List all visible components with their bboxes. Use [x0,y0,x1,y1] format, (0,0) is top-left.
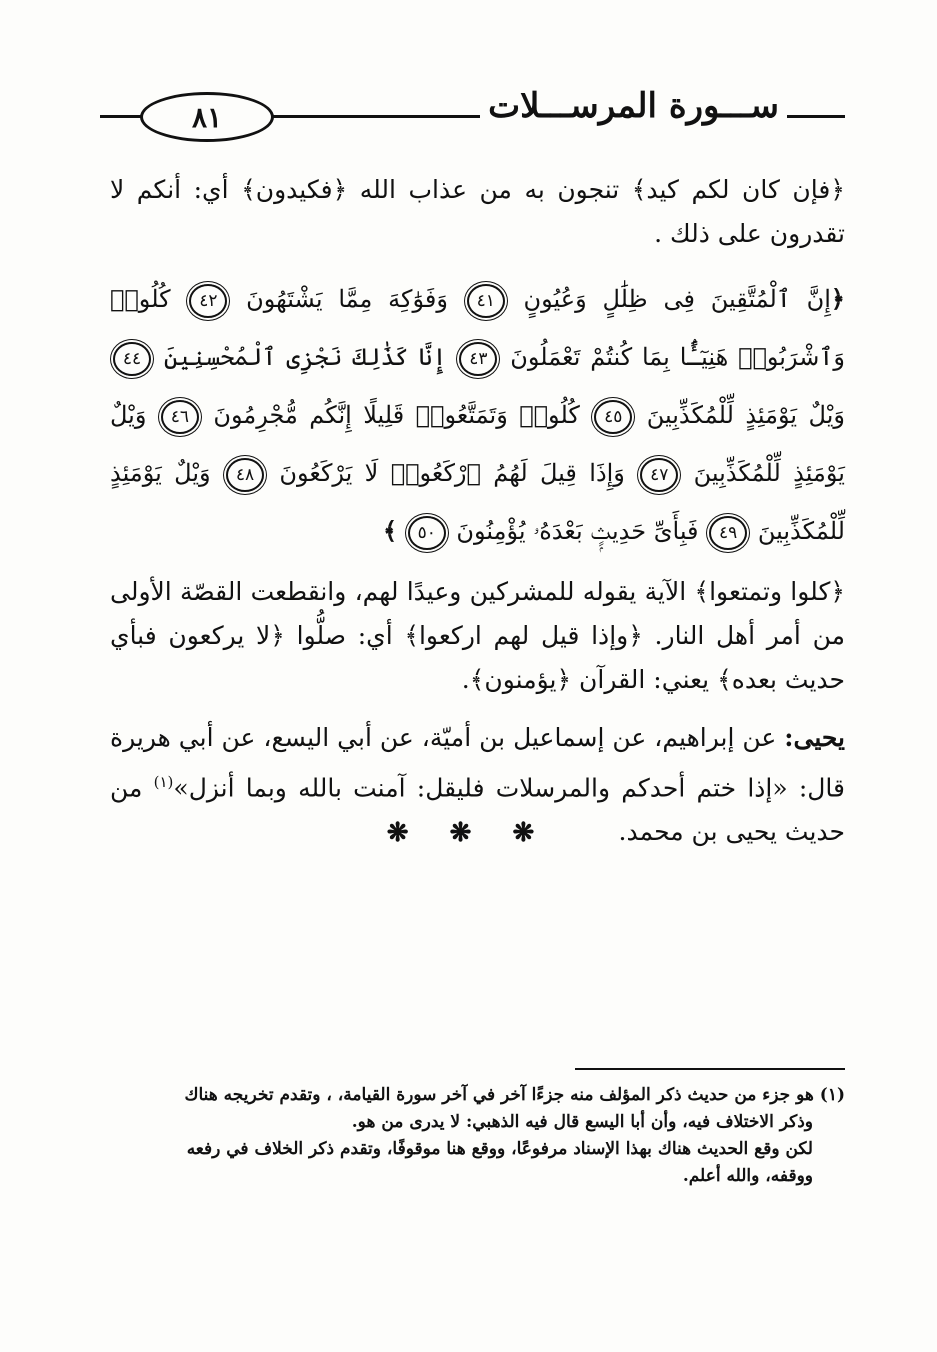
commentary-paragraph-2: ﴿كلوا وتمتعوا﴾ الآية يقوله للمشركين وعيدًا لهم، وانقطعت القصّة الأولى من أمر أهل النار. ﴿وإذا قيل لهم اركعوا﴾ أي: صلُّوا ﴿لا يركعون فبأي حديث بعده﴾ يعني: القرآن ﴿يؤمنون﴾. [110,577,845,694]
footnote-line-1 [110,1082,845,1109]
ayah-number-marker: ٤٨ [226,458,264,492]
verse-text: وَيْلٌ يَوْمَئِذٍ لِّلْمُكَذِّبِينَ [110,401,845,487]
ayah-number-marker: ٤٤ [113,342,151,376]
commentary-paragraph-1: ﴿فإن كان لكم كيد﴾ تنجون به من عذاب الله ﴿فكيدون﴾ أي: أنكم لا تقدرون على ذلك . [110,175,845,248]
verse-text: وَيْلٌ يَوْمَئِذٍ لِّلْمُكَذِّبِينَ [646,401,845,429]
page-number: ٨١ [140,92,274,142]
narrator-lead: يحيى: [784,723,845,752]
verse-text: كُلُوا۟ وَٱشْرَبُوا۟ هَنِيٓـًٔۢا بِمَا كُنتُمْ تَعْمَلُونَ [110,285,845,371]
footnote-reference[interactable]: (١) [153,773,174,791]
ayah-number-marker: ٤٧ [640,458,678,492]
ayah-number-marker: ٤٩ [709,516,747,550]
hadith-text: عن إبراهيم، عن إسماعيل بن أميّة، عن أبي اليسع، عن أبي هريرة قال: «إذا ختم أحدكم والمرسلات فليقل: آمنت بالله وبما أنزل» [110,723,845,803]
footnote-line-2: وذكر الاختلاف فيه، وأن أبا اليسع قال فيه الذهبي: لا يدرى من هو. [351,1112,813,1132]
footnote-line-4: ووقفه، والله أعلم. [682,1166,813,1186]
page-header [100,82,845,142]
verses-container [110,285,845,545]
quran-close-bracket: ﴾ [383,516,398,545]
ayah-number-marker: ٤٣ [459,342,497,376]
ayah-number-marker: ٤٦ [161,400,199,434]
ayah-number-marker: ٤١ [467,284,505,318]
verse-text: إِنَّ ٱلْمُتَّقِينَ فِى ظِلَٰلٍ وَعُيُونٍ [523,285,831,313]
surah-title: ســـورة المرســـلات [480,84,787,128]
verse-text: فَبِأَىِّ حَدِيثٍۭ بَعْدَهُۥ يُؤْمِنُونَ [456,517,699,545]
quran-open-bracket: ﴿ [830,284,845,313]
ayah-number-marker: ٤٥ [594,400,632,434]
ayah-number-marker: ٤٢ [189,284,227,318]
quran-verses [110,270,845,560]
verse-text: وَفَوَٰكِهَ مِمَّا يَشْتَهُونَ [246,285,448,313]
ayah-number-marker: ٥٠ [408,516,446,550]
verse-text: وَيْلٌ يَوْمَئِذٍ لِّلْمُكَذِّبِينَ [110,459,845,545]
footnote-rule [575,1068,845,1070]
footnotes [110,1082,845,1190]
verse-text: إِنَّا كَذَٰلِكَ نَجْزِى ٱلْمُحْسِنِينَ [163,343,447,371]
footnote-marker: (١) [819,1085,845,1105]
hadith-tail: من حديث يحيى بن محمد. [110,773,845,847]
section-separator: ❋ ❋ ❋ [386,818,551,848]
verse-text: كُلُوا۟ وَتَمَتَّعُوا۟ قَلِيلًا إِنَّكُم مُّجْرِمُونَ [213,401,580,429]
footnote-line-3: لكن وقع الحديث هناك بهذا الإسناد مرفوعًا، ووقع هنا موقوفًا، وتقدم ذكر الخلاف في رفعه [186,1139,813,1159]
footnote-text-1: هو جزء من حديث ذكر المؤلف منه جزءًا آخر في آخر سورة القيامة، ، وتقدم تخريجه هناك [184,1085,814,1105]
verse-text: وَإِذَا قِيلَ لَهُمُ ٱرْكَعُوا۟ لَا يَرْكَعُونَ [279,459,625,487]
page-body [110,168,845,868]
